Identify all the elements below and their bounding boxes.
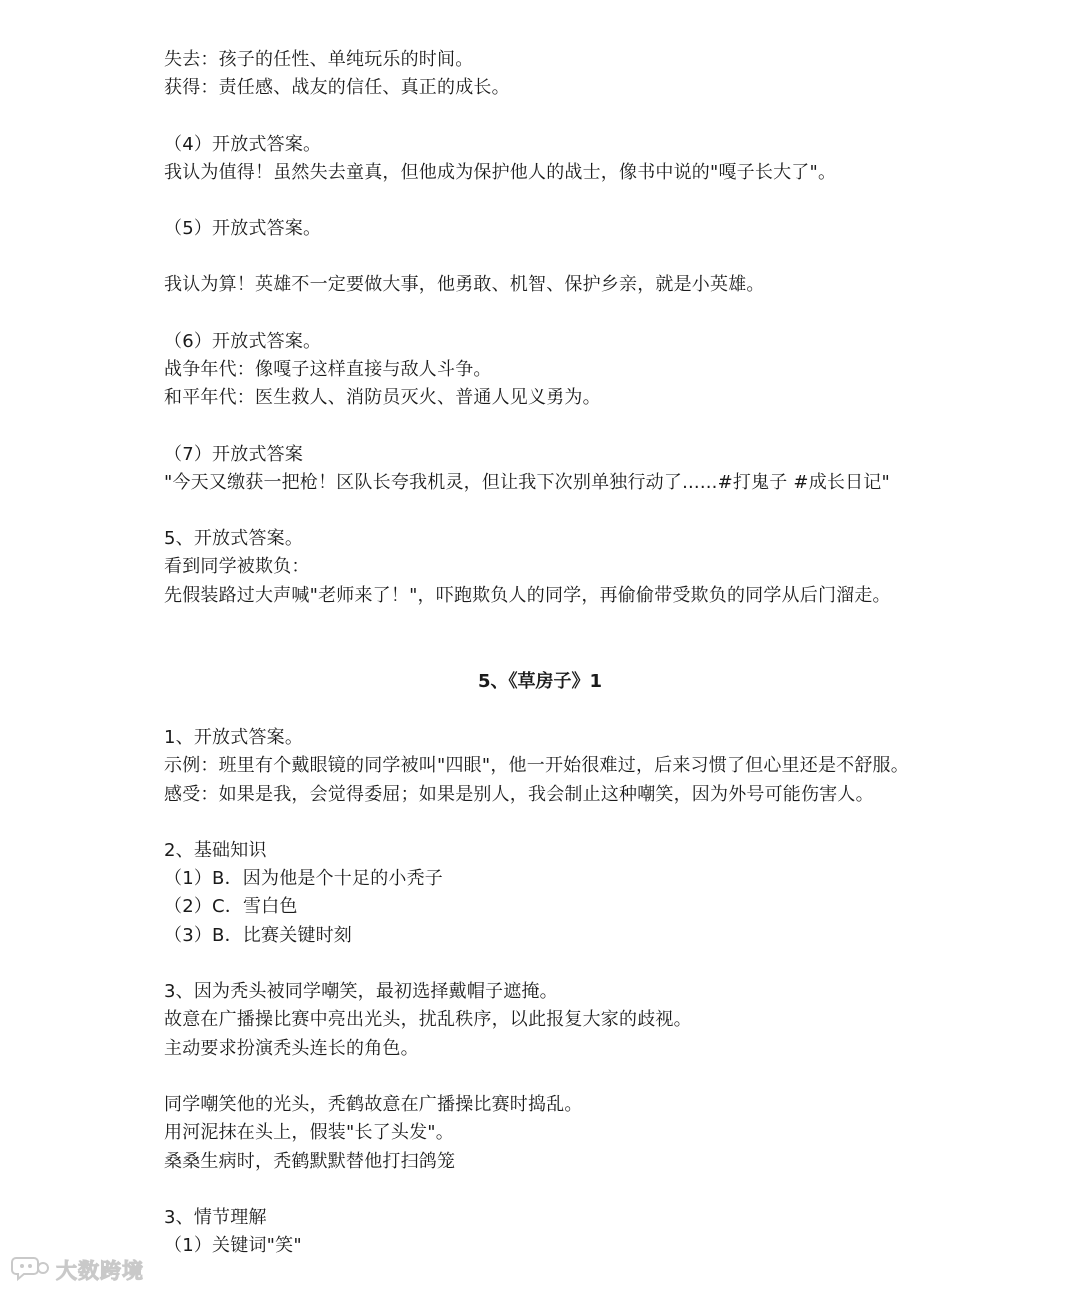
answer-7-heading: （7）开放式答案	[164, 444, 304, 465]
plot-understanding-item-1: （1）关键词"笑"	[164, 1235, 302, 1256]
q2-item-1: （1）B．因为他是个十足的小秃子	[164, 868, 443, 889]
q2-item-3: （3）B．比赛关键时刻	[164, 925, 352, 946]
chat-bubble-logo-icon	[10, 1254, 50, 1286]
q1-feeling: 感受：如果是我，会觉得委屈；如果是别人，我会制止这种嘲笑，因为外号可能伤害人。	[164, 784, 874, 805]
q2-heading: 2、基础知识	[164, 840, 267, 861]
q3-line-2: 故意在广播操比赛中亮出光头，扰乱秩序，以此报复大家的歧视。	[164, 1009, 692, 1030]
text-line-gained: 获得：责任感、战友的信任、真正的成长。	[164, 77, 510, 98]
answer-7-text: "今天又缴获一把枪！区队长夸我机灵，但让我下次别单独行动了......#打鬼子 #成长日记"	[164, 472, 890, 493]
plot-understanding-heading: 3、情节理解	[164, 1207, 267, 1228]
plot-line-1: 同学嘲笑他的光头，秃鹤故意在广播操比赛时捣乱。	[164, 1094, 583, 1115]
text-line-lost: 失去：孩子的任性、单纯玩乐的时间。	[164, 49, 474, 70]
section-title: 5、《草房子》1	[477, 671, 603, 692]
q1-heading: 1、开放式答案。	[164, 727, 304, 748]
question-5-scenario: 看到同学被欺负：	[164, 556, 310, 577]
question-5-heading: 5、开放式答案。	[164, 528, 304, 549]
q3-line-3: 主动要求扮演秃头连长的角色。	[164, 1038, 419, 1059]
answer-6-peace-era: 和平年代：医生救人、消防员灭火、普通人见义勇为。	[164, 387, 601, 408]
question-5-answer: 先假装路过大声喊"老师来了！"，吓跑欺负人的同学，再偷偷带受欺负的同学从后门溜走。	[164, 585, 891, 606]
q2-item-2: （2）C．雪白色	[164, 896, 298, 917]
answer-6-heading: （6）开放式答案。	[164, 331, 322, 352]
answer-4-text: 我认为值得！虽然失去童真，但他成为保护他人的战士，像书中说的"嘎子长大了"。	[164, 162, 837, 183]
plot-line-3: 桑桑生病时，秃鹤默默替他打扫鸽笼	[164, 1151, 456, 1172]
watermark-text: 大数跨境	[56, 1259, 144, 1283]
answer-6-war-era: 战争年代：像嘎子这样直接与敌人斗争。	[164, 359, 492, 380]
answer-5-heading: （5）开放式答案。	[164, 218, 322, 239]
q1-example: 示例：班里有个戴眼镜的同学被叫"四眼"，他一开始很难过，后来习惯了但心里还是不舒服。	[164, 755, 909, 776]
answer-5-text: 我认为算！英雄不一定要做大事，他勇敢、机智、保护乡亲，就是小英雄。	[164, 274, 765, 295]
watermark	[10, 1254, 144, 1286]
plot-line-2: 用河泥抹在头上，假装"长了头发"。	[164, 1122, 454, 1143]
answer-4-heading: （4）开放式答案。	[164, 134, 322, 155]
q3-heading: 3、因为秃头被同学嘲笑，最初选择戴帽子遮掩。	[164, 981, 558, 1002]
